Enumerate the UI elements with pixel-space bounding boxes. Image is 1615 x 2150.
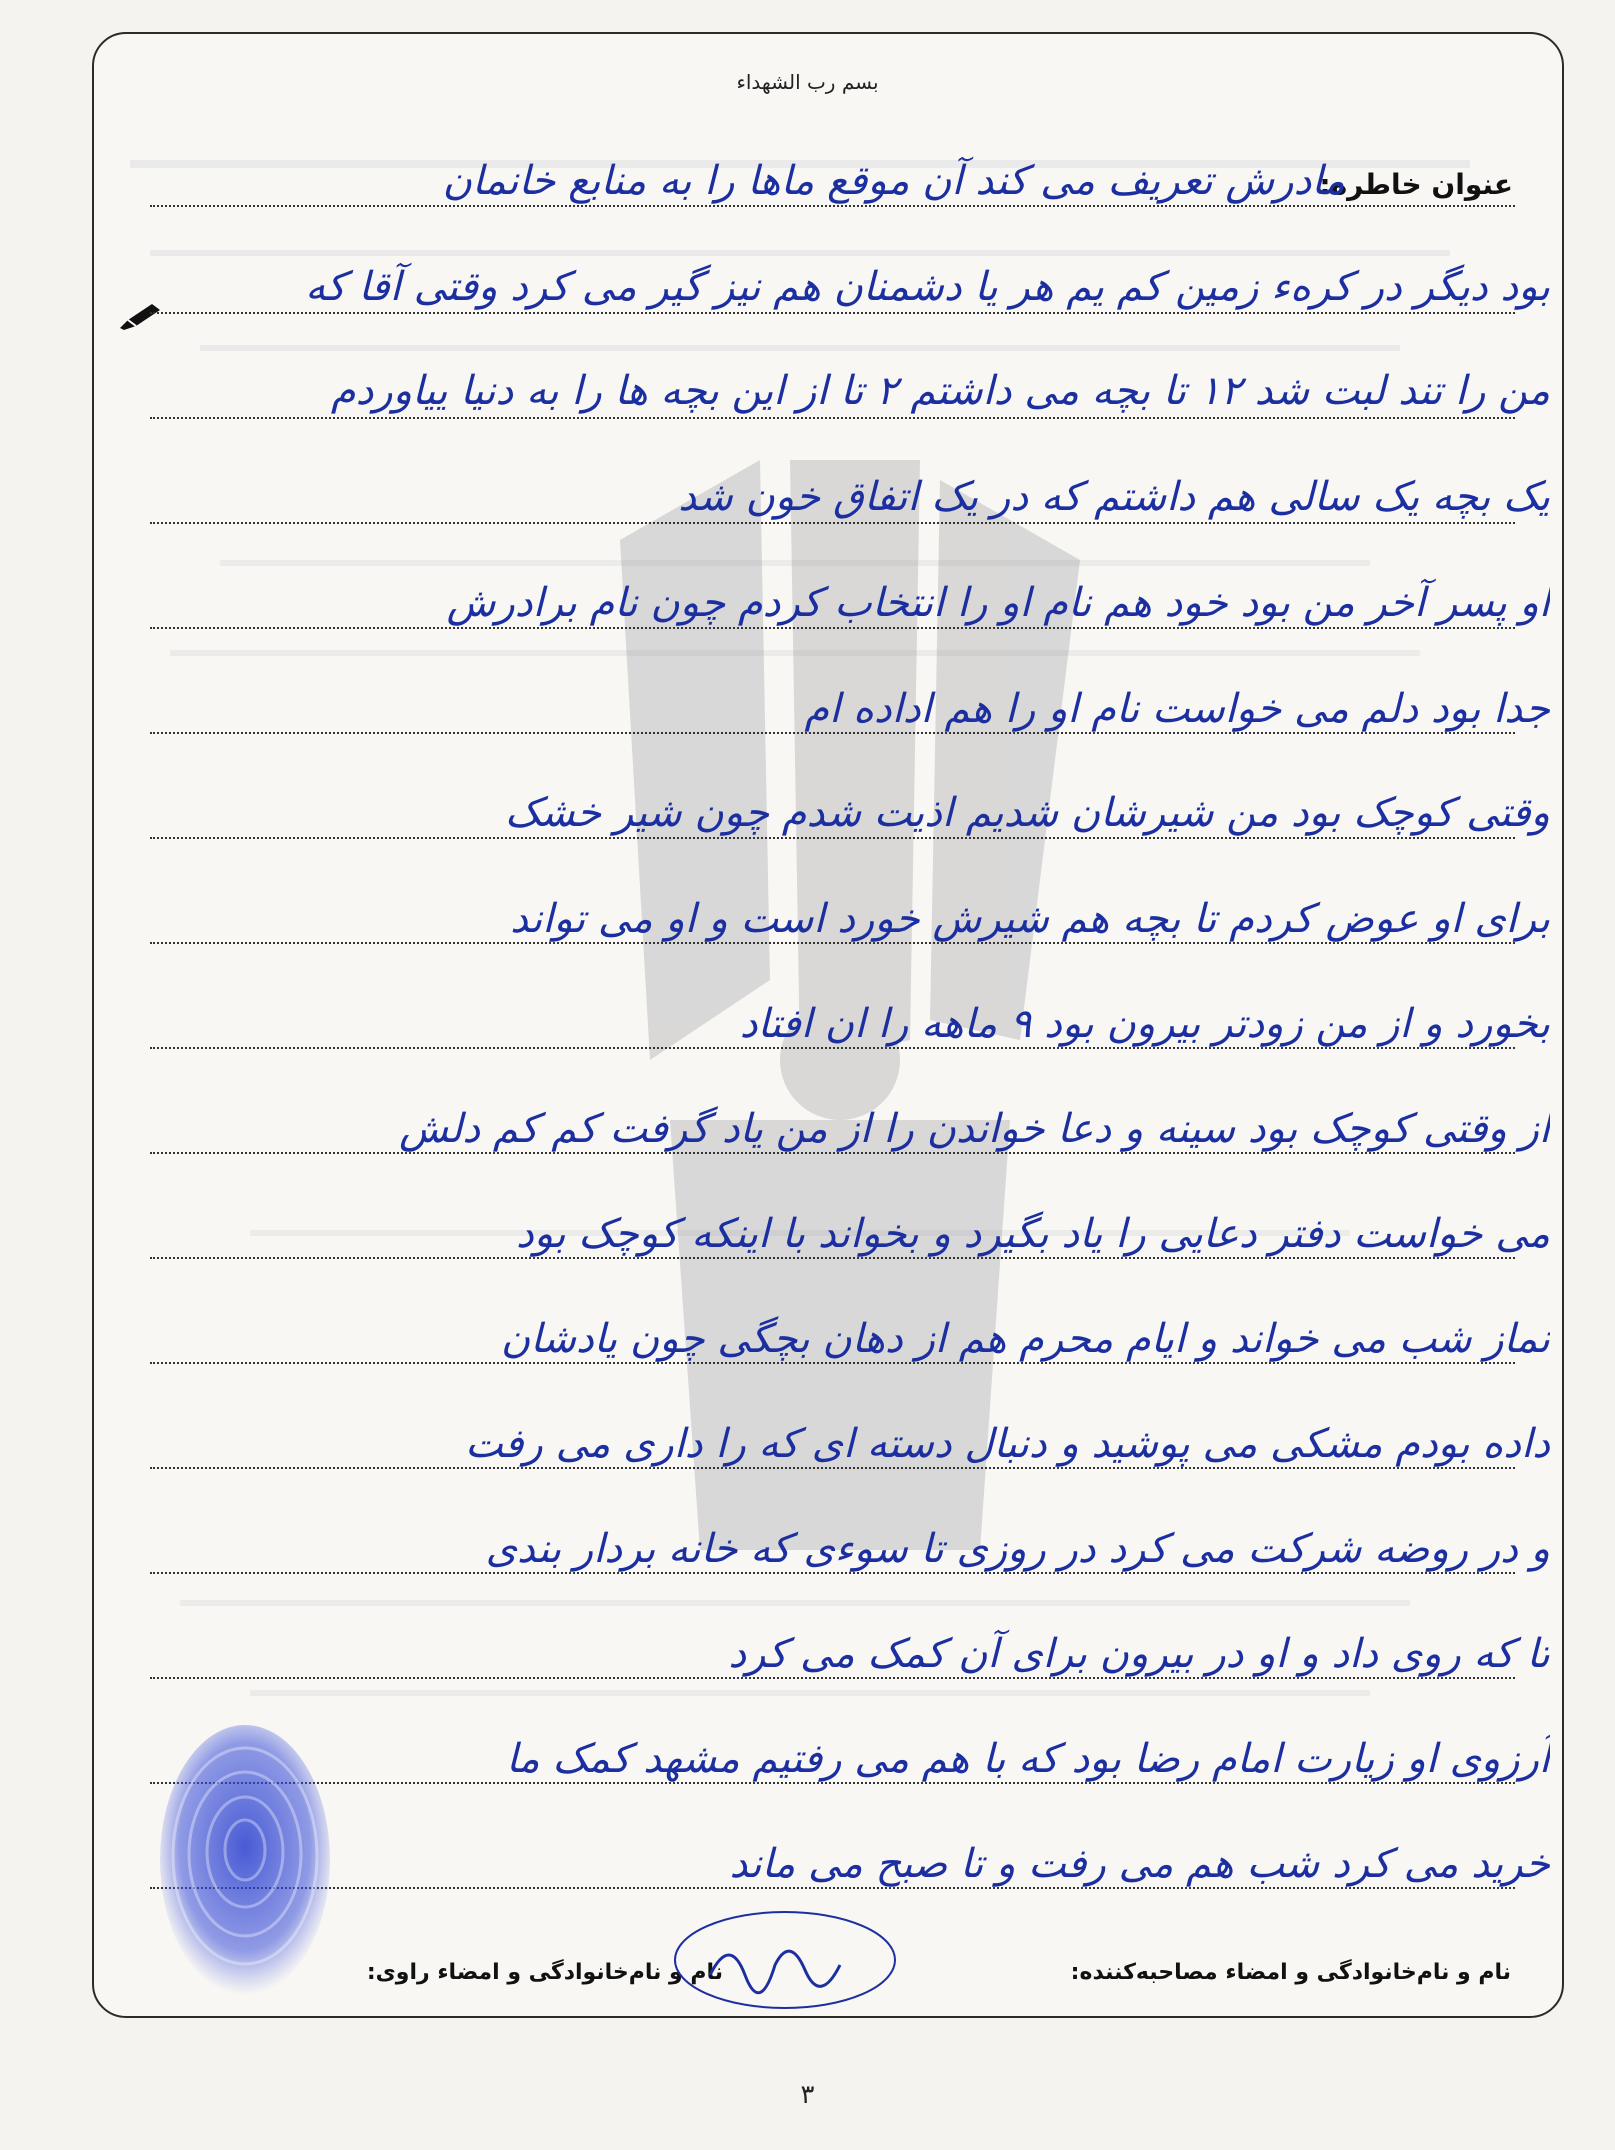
handwritten-line: من را تند لبت شد ۱۲ تا بچه می داشتم ۲ تا از این بچه ها را به دنیا ییاوردم [330, 368, 1550, 414]
handwritten-line: بخورد و از من زودتر بیرون بود ۹ ماهه را ان افتاد [739, 1001, 1550, 1047]
memoir-title-handwriting: مادرش تعریف می کند آن موقع ماها را به منابع خانمان [442, 158, 1345, 204]
page-number: ٣ [800, 2080, 815, 2110]
handwritten-line: می خواست دفتر دعایی را یاد بگیرد و بخواند با اینکه کوچک بود [516, 1211, 1550, 1257]
thumbprint-stamp [150, 1720, 340, 2020]
narrator-signature-label: نام و نام‌خانوادگی و امضاء راوی: [366, 1960, 723, 1985]
handwritten-line: داده بودم مشکی می پوشید و دنبال دسته ای که را داری می رفت [465, 1421, 1550, 1467]
basmala-header: بسم رب الشهداء [736, 70, 879, 94]
footer-labels [357, 1960, 1511, 1985]
handwritten-line: آرزوی او زیارت امام رضا بود که با هم می رفتیم مشهد کمک ما [506, 1736, 1550, 1782]
interviewer-signature-label: نام و نام‌خانوادگی و امضاء مصاحبه‌کننده: [1070, 1960, 1511, 1985]
handwritten-line: نماز شب می خواند و ایام محرم هم از دهان بچگی چون یادشان [500, 1316, 1550, 1362]
handwritten-line: برای او عوض کردم تا بچه هم شیرش خورد است و او می تواند [510, 896, 1550, 942]
handwritten-line: بود دیگر در کرهء زمین کم یم هر یا دشمنان هم نیز گیر می کرد وقتی آقا که [305, 264, 1550, 310]
memoir-title-label: عنوان خاطره: [1319, 168, 1513, 201]
handwritten-line: یک بچه یک سالی هم داشتم که در یک اتفاق خون شد [678, 474, 1550, 520]
handwritten-line: خرید می کرد شب هم می رفت و تا صبح می ماند [729, 1841, 1550, 1887]
handwritten-line: و در روضه شرکت می کرد در روزی تا سوءی که خانه بردار بندی [485, 1526, 1550, 1572]
signature [670, 1900, 900, 2020]
handwritten-line: تا که روی داد و او در بیرون برای آن کمک می کرد [728, 1631, 1550, 1677]
handwritten-line: از وقتی کوچک بود سینه و دعا خواندن را از من یاد گرفت کم کم دلش [399, 1106, 1550, 1152]
handwritten-line: وقتی کوچک بود من شیرشان شدیم اذیت شدم چون شیر خشک [505, 790, 1550, 836]
handwritten-line: او پسر آخر من بود خود هم نام او را انتخاب کردم چون نام برادرش [446, 580, 1550, 626]
handwritten-line: جدا بود دلم می خواست نام او را هم اداده ام [804, 686, 1550, 732]
